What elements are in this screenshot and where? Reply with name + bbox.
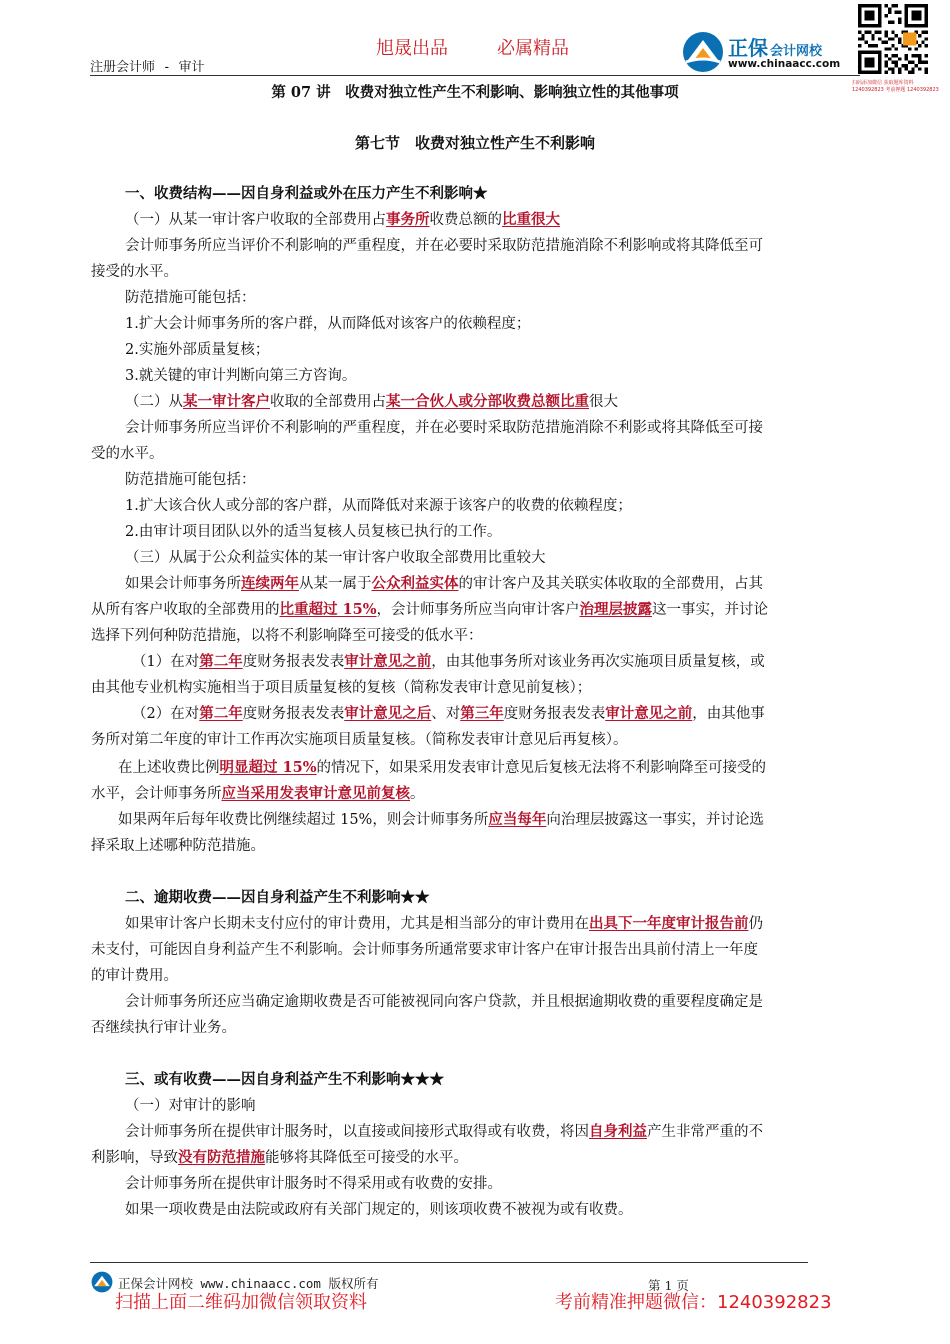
body-text-line	[91, 730, 628, 750]
body-text-line	[125, 340, 269, 360]
highlighted-term: 审计意见之前	[605, 705, 693, 722]
header-subject: 注册会计师 - 审计	[90, 60, 205, 75]
body-text-line	[91, 966, 178, 986]
text-run: 二、逾期收费——因自身利益产生不利影响★★	[125, 889, 430, 906]
text-run: 未支付，可能因自身利益产生不利影响。会计师事务所通常要求审计客户在审计报告出具前付清上一年度	[91, 942, 758, 958]
body-text-line	[91, 262, 178, 282]
highlighted-term: 第二年	[199, 705, 243, 722]
body-text-line	[91, 784, 425, 804]
text-run: 否继续执行审计业务。	[91, 1020, 236, 1036]
text-run: 2.由审计项目团队以外的适当复核人员复核已执行的工作。	[125, 524, 502, 540]
logo-brand-name: 正保	[728, 36, 768, 60]
header-slogan-left: 旭晟出品	[376, 38, 448, 59]
text-run: 、对	[431, 706, 461, 722]
highlighted-term: 公众利益实体	[371, 575, 459, 592]
highlighted-term: 应当每年	[488, 811, 547, 828]
text-run: （2）在对	[132, 706, 200, 722]
text-run: 由其他专业机构实施相当于项目质量复核的复核（简称发表审计意见前复核）；	[91, 680, 592, 696]
text-run: 仍	[748, 916, 763, 932]
text-run: 防范措施可能包括：	[125, 472, 256, 488]
footer-promo-left: 扫描上面二维码加微信领取资料	[115, 1292, 367, 1313]
body-text-line	[125, 1200, 633, 1220]
text-run: 的审计费用。	[91, 968, 178, 984]
body-text-line	[118, 810, 764, 830]
body-text-line	[125, 522, 501, 542]
highlighted-term: 自身利益	[589, 1123, 647, 1140]
text-run: （1）在对	[132, 654, 200, 670]
highlighted-term: 应当采用发表审计意见前复核	[221, 785, 410, 802]
text-run: 接受的水平。	[91, 264, 178, 280]
text-run: 的情况下，如果采用发表审计意见后复核无法将不利影响降至可接受的	[316, 760, 767, 776]
text-run: 选择下列何种防范措施，以将不利影响降至可接受的低水平：	[91, 628, 483, 644]
text-run: 三、或有收费——因自身利益产生不利影响★★★	[125, 1071, 444, 1088]
text-run: ，由其他事务所对该业务再次实施项目质量复核，或	[431, 654, 765, 670]
highlighted-term: 治理层披露	[579, 601, 653, 618]
footer-divider	[90, 1262, 808, 1263]
text-run: 从所有客户收取的全部费用的	[91, 602, 280, 618]
text-run: 从某一属于	[299, 576, 372, 592]
body-text-line	[125, 470, 256, 490]
highlighted-term: 审计意见之后	[344, 705, 432, 722]
text-run: ，会计师事务所应当向审计客户	[376, 602, 580, 618]
highlighted-term: 没有防范措施	[178, 1149, 265, 1166]
text-run: （二）从	[125, 394, 183, 410]
body-text-line	[125, 288, 256, 308]
body-text-line	[125, 418, 763, 438]
footer-logo-icon	[90, 1270, 114, 1294]
body-text-line	[125, 914, 763, 934]
body-text-line	[125, 548, 546, 568]
body-text-line	[125, 236, 763, 256]
body-text-line	[125, 1174, 502, 1194]
highlighted-term: 连续两年	[241, 575, 299, 592]
body-text-line	[125, 392, 618, 412]
text-run: 能够将其降低至可接受的水平。	[265, 1150, 468, 1166]
highlighted-term: 明显超过 15%	[219, 759, 317, 776]
text-run: 度财务报表发表	[242, 706, 345, 722]
highlighted-term: 某一审计客户	[183, 393, 270, 410]
qr-note: 扫码添加微信 获取题库资料 1240392823 考前押题 1240392823	[852, 80, 939, 93]
text-run: 1.扩大该合伙人或分部的客户群，从而降低对来源于该客户的收费的依赖程度；	[125, 498, 632, 514]
text-run: 会计师事务所在提供审计服务时不得采用或有收费的安排。	[125, 1176, 502, 1192]
text-run: 收取的全部费用占	[270, 394, 386, 410]
body-text-line	[91, 836, 265, 856]
body-text-line	[125, 574, 763, 594]
body-text-line	[125, 1096, 256, 1116]
text-run: 如果两年后每年收费比例继续超过 15%，则会计师事务所	[118, 812, 489, 828]
logo-brand-sub: 会计网校	[770, 44, 823, 59]
body-text-line	[91, 1018, 236, 1038]
section-heading	[125, 888, 430, 908]
text-run: 3.就关键的审计判断向第三方咨询。	[125, 368, 357, 384]
highlighted-term: 某一合伙人或分部收费总额比重	[386, 393, 589, 410]
text-run: 产生非常严重的不	[647, 1124, 763, 1140]
text-run: 一、收费结构——因自身利益或外在压力产生不利影响★	[125, 185, 488, 202]
text-run: 度财务报表发表	[242, 654, 345, 670]
chinaacc-logo-icon	[680, 30, 726, 74]
footer-page-number: 第 1 页	[648, 1278, 689, 1293]
text-run: 务所对第二年度的审计工作再次实施项目质量复核。（简称发表审计意见后再复核）。	[91, 732, 628, 748]
body-text-line	[125, 210, 560, 230]
body-text-line	[91, 600, 768, 620]
text-run: （一）从某一审计客户收取的全部费用占	[125, 212, 386, 228]
footer-promo-right: 考前精准押题微信：1240392823	[555, 1292, 832, 1313]
text-run: 利影响，导致	[91, 1150, 178, 1166]
highlighted-term: 审计意见之前	[344, 653, 432, 670]
body-text-line	[125, 992, 763, 1012]
text-run: 择采取上述哪种防范措施。	[91, 838, 265, 854]
body-text-line	[125, 1122, 763, 1142]
section-heading	[125, 184, 488, 204]
body-text-line	[132, 704, 765, 724]
text-run: 度财务报表发表	[503, 706, 606, 722]
body-text-line	[125, 496, 632, 516]
body-text-line	[132, 652, 765, 672]
text-run: 会计师事务所应当评价不利影响的严重程度，并在必要时采取防范措施消除不利影响或将其降低至可	[125, 238, 763, 254]
text-run: 如果会计师事务所	[125, 576, 241, 592]
highlighted-term: 事务所	[386, 211, 430, 228]
text-run: 很大	[589, 394, 618, 410]
body-text-line	[91, 626, 483, 646]
text-run: 向治理层披露这一事实，并讨论选	[546, 812, 764, 828]
body-text-line	[91, 1148, 468, 1168]
text-run: 1.扩大会计师事务所的客户群，从而降低对该客户的依赖程度；	[125, 316, 531, 332]
body-text-line	[118, 758, 766, 778]
text-run: 会计师事务所在提供审计服务时，以直接或间接形式取得或有收费，将因	[125, 1124, 589, 1140]
text-run: 2.实施外部质量复核；	[125, 342, 270, 358]
body-text-line	[91, 678, 591, 698]
text-run: 如果一项收费是由法院或政府有关部门规定的，则该项收费不被视为或有收费。	[125, 1202, 633, 1218]
highlighted-term: 比重很大	[502, 211, 560, 228]
highlighted-term: 第二年	[199, 653, 243, 670]
text-run: （一）对审计的影响	[125, 1098, 256, 1114]
body-text-line	[125, 314, 530, 334]
qr-code-icon	[858, 4, 928, 74]
highlighted-term: 比重超过 15%	[279, 601, 377, 618]
text-run: 。	[410, 786, 425, 802]
text-run: 在上述收费比例	[118, 760, 220, 776]
body-text-line	[91, 940, 758, 960]
text-run: 收费总额的	[429, 212, 502, 228]
text-run: 会计师事务所还应当确定逾期收费是否可能被视同向客户贷款，并且根据逾期收费的重要程度确定是	[125, 994, 763, 1010]
section-title: 第七节 收费对独立性产生不利影响	[354, 134, 595, 152]
text-run: 的审计客户及其关联实体收取的全部费用，占其	[458, 576, 763, 592]
body-text-line	[91, 444, 164, 464]
lecture-title: 第 07 讲 收费对独立性产生不利影响、影响独立性的其他事项	[271, 84, 679, 101]
text-run: （三）从属于公众利益实体的某一审计客户收取全部费用比重较大	[125, 550, 546, 566]
logo-url: www.chinaacc.com	[728, 58, 841, 70]
header-divider	[90, 75, 860, 76]
section-heading	[125, 1070, 444, 1090]
footer-copyright: 正保会计网校 www.chinaacc.com 版权所有	[118, 1276, 379, 1291]
text-run: 如果审计客户长期未支付应付的审计费用，尤其是相当部分的审计费用在	[125, 916, 589, 932]
text-run: 这一事实，并讨论	[652, 602, 769, 618]
text-run: 防范措施可能包括：	[125, 290, 256, 306]
body-text-line	[125, 366, 356, 386]
text-run: 会计师事务所应当评价不利影响的严重程度，并在必要时采取防范措施消除不利影或将其降低至可接	[125, 420, 763, 436]
header-slogan-right: 必属精品	[497, 38, 569, 59]
text-run: 水平，会计师事务所	[91, 786, 222, 802]
highlighted-term: 第三年	[460, 705, 504, 722]
text-run: ，由其他事	[692, 706, 765, 722]
logo-brand	[728, 32, 822, 61]
text-run: 受的水平。	[91, 446, 164, 462]
highlighted-term: 出具下一年度审计报告前	[589, 915, 749, 932]
